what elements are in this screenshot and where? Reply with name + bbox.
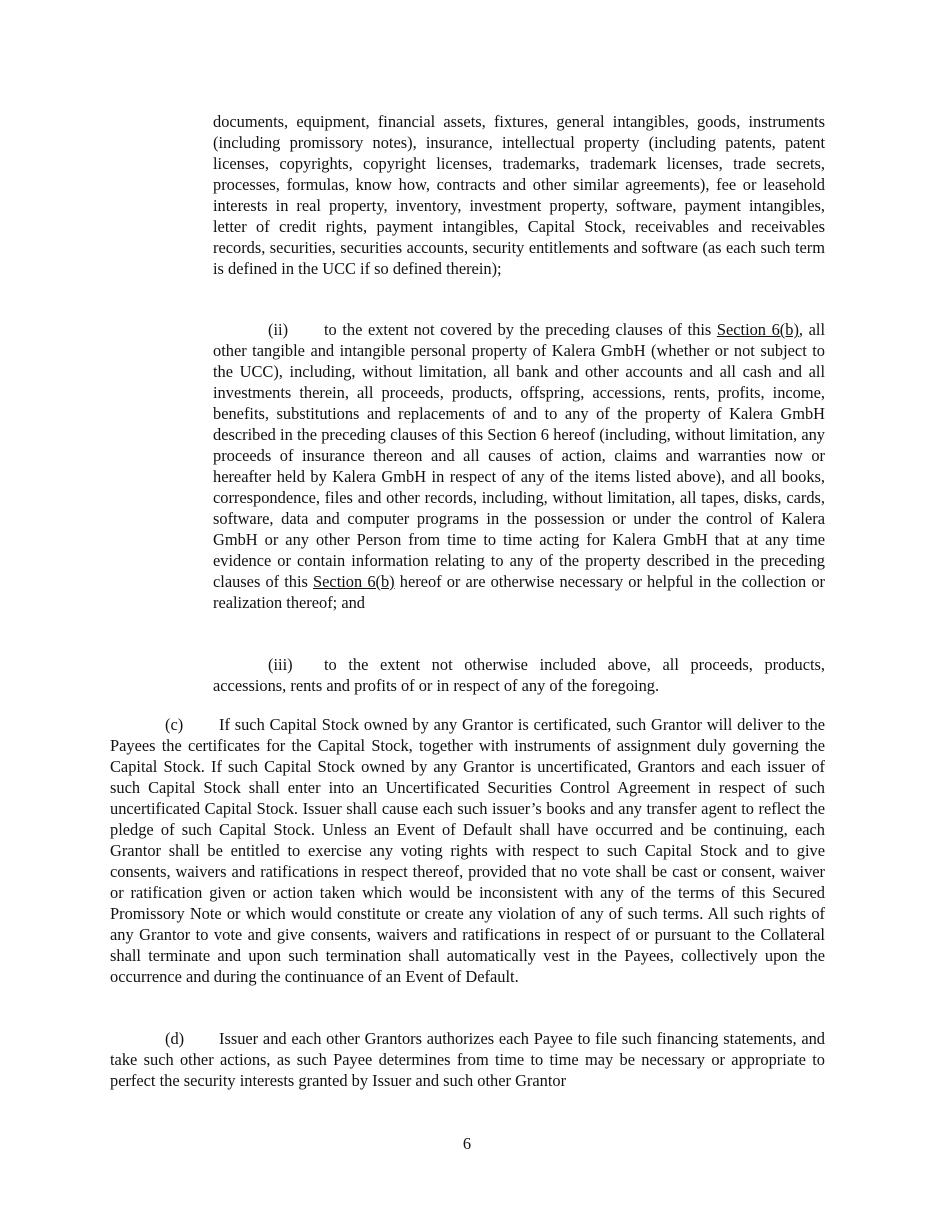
continuation-paragraph: documents, equipment, financial assets, fixtures, general intangibles, goods, instruments (including promissory notes), insurance, intellectual property (including patents, patent licenses, copyrights, copyright licenses, trademarks, trademark licenses, trade secrets, processes, formulas, know how, contracts and other similar agreements), fee or leasehold interests in real property, inventory, investment property, software, payment intangibles, letter of credit rights, payment intangibles, Capital Stock, receivables and receivables records, securities, securities accounts, security entitlements and software (as each such term is defined in the UCC if so defined therein); xyxy=(213,112,825,278)
clause-ii-text-part3: hereof or are otherwise necessary or helpful in the collection or realization thereof; and xyxy=(213,572,825,612)
clause-c-marker: (c) xyxy=(165,715,184,734)
clause-ii-paragraph xyxy=(213,319,825,613)
clause-d-text: Issuer and each other Grantors authorizes each Payee to file such financing statements, and take such other actions, as such Payee determines from time to time may be necessary or appropriate to perfect the security interests granted by Issuer and such other Grantor xyxy=(110,1029,825,1090)
clause-iii-text: to the extent not otherwise included above, all proceeds, products, accessions, rents and profits of or in respect of any of the foregoing. xyxy=(213,655,825,695)
clause-ii-marker: (ii) xyxy=(268,320,289,339)
clause-d-marker: (d) xyxy=(165,1029,185,1048)
clause-d-paragraph xyxy=(110,1028,825,1091)
page-number: 6 xyxy=(462,1134,472,1153)
clause-c-paragraph xyxy=(110,714,825,987)
clause-ii-text-part2: , all other tangible and intangible personal property of Kalera GmbH (whether or not subject to the UCC), including, without limitation, all bank and other accounts and all cash and all investments therein, all proceeds, products, offspring, accessions, rents, profits, income, benefits, substitutions and replacements of and to any of the property of Kalera GmbH described in the preceding clauses of this Section 6 hereof (including, without limitation, any proceeds of insurance thereon and all causes of action, claims and warranties now or hereafter held by Kalera GmbH in respect of any of the items listed above), and all books, correspondence, files and other records, including, without limitation, all tapes, disks, cards, software, data and computer programs in the possession or under the control of Kalera GmbH or any other Person from time to time acting for Kalera GmbH that at any time evidence or contain information relating to any of the property described in the preceding clauses of this xyxy=(213,320,825,591)
section-6b-reference-1: Section 6(b) xyxy=(716,320,799,339)
clause-ii-text-part1: to the extent not covered by the preceding clauses of this xyxy=(324,320,717,339)
clause-iii-marker: (iii) xyxy=(268,655,293,674)
clause-c-text: If such Capital Stock owned by any Grantor is certificated, such Grantor will deliver to the Payees the certificates for the Capital Stock, together with instruments of assignment duly governing the Capital Stock. If such Capital Stock owned by any Grantor is uncertificated, Grantors and each issuer of such Capital Stock shall enter into an Uncertificated Securities Control Agreement in respect of such uncertificated Capital Stock. Issuer shall cause each such issuer’s books and any transfer agent to reflect the pledge of such Capital Stock. Unless an Event of Default shall have occurred and be continuing, each Grantor shall be entitled to exercise any voting rights with respect to such Capital Stock and to give consents, waivers and ratifications in respect thereof, provided that no vote shall be cast or consent, waiver or ratification given or action taken which would be inconsistent with any of the terms of this Secured Promissory Note or which would constitute or create any violation of any of such terms. All such rights of any Grantor to vote and give consents, waivers and ratifications in respect of or pursuant to the Collateral shall terminate and upon such termination shall automatically vest in the Payees, collectively upon the occurrence and during the continuance of an Event of Default. xyxy=(110,715,825,986)
section-6b-reference-2: Section 6(b) xyxy=(313,572,395,591)
clause-iii-paragraph xyxy=(213,654,825,696)
